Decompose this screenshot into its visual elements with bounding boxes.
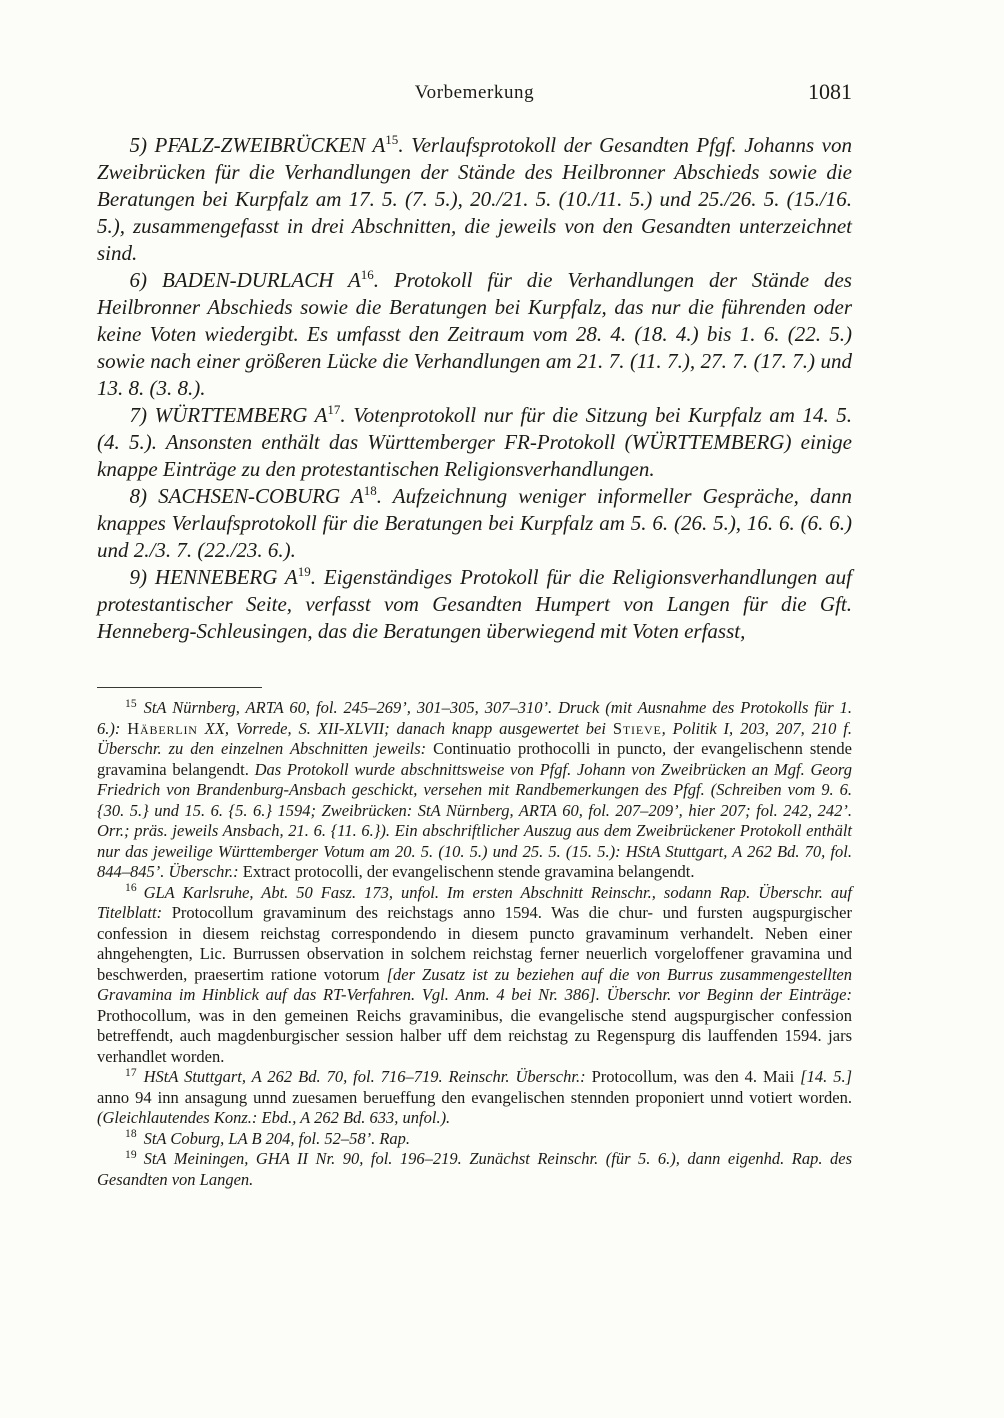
text-segment: . Eigenständiges Protokoll für die Religionsverhandlungen auf protestantischer Seite, verfasst vom Gesandten Humpert von Langen für die Gft. Henneberg-Schleusingen, das die Beratungen überwiegend mit Voten erfasst, (97, 565, 852, 643)
text-segment: anno 94 inn ansagung unnd zuesamen berueffung den evangelischen stennden proponiert unnd votiert worden. (97, 1087, 852, 1107)
running-head: Vorbemerkung (414, 82, 535, 103)
footnote (97, 698, 852, 883)
text-segment: . Protokoll für die Verhandlungen der Stände des Heilbronner Abschieds sowie die Beratungen bei Kurpfalz, das nur die führenden oder keine Voten wiedergibt. Es umfasst den Zeitraum vom 28. 4. (18. 4.) bis 1. 6. (22. 5.) sowie nach einer größeren Lücke die Verhandlungen am 21. 7. (11. 7.), 27. 7. (17. 7.) und 13. 8. (3. 8.). (97, 268, 852, 400)
page-number: 1081 (808, 79, 852, 104)
paragraph (97, 132, 852, 267)
footnote-number: 18 (125, 1128, 137, 1140)
text-segment: StA Meiningen, GHA II Nr. 90, fol. 196–219. Zunächst Reinschr. (für 5. 6.), dann eigenhd. Rap. des Gesandten von Langen. (97, 1149, 852, 1189)
text-segment: Protocollum, was den 4. Maii (591, 1067, 801, 1086)
text-segment: [der Zusatz ist zu beziehen auf die von Burrus zusammengestellten Gravamina im Hinblick auf das RT-Verfahren. Vgl. Anm. 4 bei Nr. 386]. Überschr. vor Beginn der Einträge: (97, 964, 852, 1004)
text-segment: Häberlin (127, 718, 198, 738)
footnote (97, 1149, 852, 1190)
footnote-number: 17 (125, 1066, 137, 1079)
text-segment: Extract protocolli, der evangelischenn stende gravamina belangendt. (242, 862, 695, 881)
text-segment: XX, Vorrede, S. XII-XLVII; danach knapp ausgewertet bei (197, 718, 613, 738)
text-segment: HStA Stuttgart, A 262 Bd. 70, fol. 716–719. Reinschr. Überschr.: (143, 1067, 592, 1086)
text-segment: 17 (327, 402, 341, 417)
text-segment: 19 (297, 564, 311, 579)
text-segment: , Politik I, 203, 207, 210 f. Überschr. zu den einzelnen Abschnitten jeweils: (97, 718, 852, 758)
page-header (97, 79, 852, 110)
text-segment: Das Protokoll wurde abschnittsweise von Pfgf. Johann von Zweibrücken an Mgf. Georg Friedrich von Brandenburg-Ansbach geschickt, versehen mit Randbemerkungen des Pfgf. (Schreiben vom 9. 6. {30. 5.} und 15. 6. {5. 6.} 1594; Zweibrücken: StA Nürnberg, ARTA 60, fol. 207–209’, hier 207; fol. 242, 242’. Orr.; präs. jeweils Ansbach, 21. 6. {11. 6.}). Ein abschriftlicher Auszug aus dem Zweibrückener Protokoll enthält nur das jeweilige Württemberger Votum am 20. 5. (10. 5.) und 25. 5. (15. 5.): HStA Stuttgart, A 262 Bd. 70, fol. 844–845’. Überschr.: (97, 759, 852, 881)
footnote (97, 1067, 852, 1129)
paragraph (97, 267, 852, 402)
text-segment: Stieve (612, 718, 662, 738)
text-segment: 7) WÜRTTEMBERG A (129, 403, 328, 427)
text-segment: . Votenprotokoll nur für die Sitzung bei Kurpfalz am 14. 5. (4. 5.). Ansonsten enthält das Württemberger FR-Protokoll (WÜRTTEMBERG) einige knappe Einträge zu den protestantischen Religionsverhandlungen. (97, 403, 853, 481)
footnote (97, 1129, 852, 1150)
text-segment: StA Nürnberg, ARTA 60, fol. 245–269’, 301–305, 307–310’. Druck (mit Ausnahme des Protokolls für 1. 6.): (97, 698, 852, 738)
footnote (97, 883, 852, 1068)
text-segment: (Gleichlautendes Konz.: Ebd., A 262 Bd. 633, unfol.). (97, 1108, 451, 1127)
footnotes (97, 698, 852, 1190)
text-segment: 6) BADEN-DURLACH A (129, 268, 361, 292)
text-segment: StA Coburg, LA B 204, fol. 52–58’. Rap. (143, 1128, 411, 1148)
text-segment: 8) SACHSEN-COBURG A (129, 484, 364, 508)
text-segment: 15 (385, 132, 399, 147)
text-segment: 5) PFALZ-ZWEIBRÜCKEN A (129, 133, 386, 157)
text-segment: [14. 5.] (800, 1067, 852, 1086)
text-segment: 16 (360, 267, 374, 282)
text-segment: Continuatio prothocolli in puncto, der evangelischenn stende gravamina belangendt. (97, 739, 852, 779)
main-paragraphs (97, 132, 852, 645)
text-segment: Protocollum gravaminum des reichstags anno 1594. Was die chur- und fursten augspurgischer confession in diesem reichstag correspondendo in diesem puncto gravaminum verhandelt. Neben einer ahngehengten, Lic. Burrussen observation in solchem reichstag ferner neuerlich vorgeloffener gravamina und beschwerden, praesertim ratione votorum (97, 903, 853, 984)
paragraph (97, 564, 852, 645)
footnote-number: 16 (125, 882, 137, 894)
paragraph (97, 402, 852, 483)
text-segment: Prothocollum, was in den gemeinen Reichs gravaminibus, die evangelische stend augspurgischer confession betreffendt, auch magdenburgischer session halber uff dem reichstag zu Regenspurg dis lauffenden 1594. jars verhandlet worden. (97, 1005, 852, 1066)
text-segment: GLA Karlsruhe, Abt. 50 Fasz. 173, unfol. Im ersten Abschnitt Reinschr., sodann Rap. Überschr. auf Titelblatt: (97, 882, 852, 922)
text-segment: 9) HENNEBERG A (129, 565, 298, 589)
paragraph (97, 483, 852, 564)
footnote-number: 15 (125, 697, 137, 710)
footnote-separator (97, 687, 262, 688)
footnote-number: 19 (125, 1148, 137, 1161)
text-segment: . Verlaufsprotokoll der Gesandten Pfgf. Johanns von Zweibrücken für die Verhandlungen der Stände des Heilbronner Abschieds sowie die Beratungen bei Kurpfalz am 17. 5. (7. 5.), 20./21. 5. (10./11. 5.) und 25./26. 5. (15./16. 5.), zusammengefasst in drei Abschnitten, die jeweils von den Gesandten unterzeichnet sind. (97, 133, 853, 265)
text-segment: . Aufzeichnung weniger informeller Gespräche, dann knappes Verlaufsprotokoll für die Beratungen bei Kurpfalz am 5. 6. (26. 5.), 16. 6. (6. 6.) und 2./3. 7. (22./23. 6.). (97, 484, 852, 562)
text-segment: 18 (363, 483, 377, 498)
